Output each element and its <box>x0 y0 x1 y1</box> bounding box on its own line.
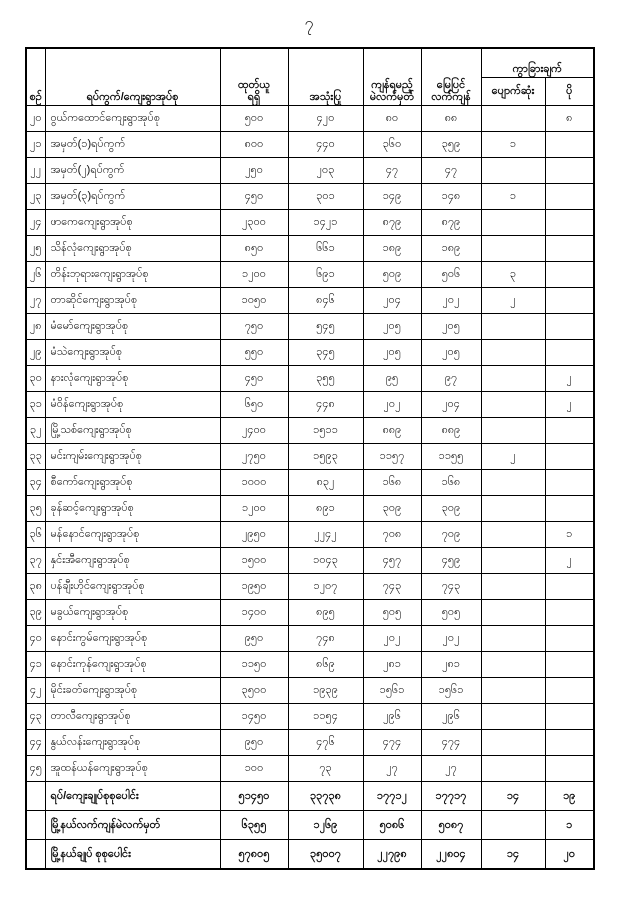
cell-lost <box>481 652 545 678</box>
cell-name: မံဝိန်ကျေးရွာအုပ်စု <box>45 392 220 418</box>
table-row <box>26 522 594 548</box>
cell-used: ၈၄၆ <box>288 288 363 314</box>
cell-actual: ၈၇၉ <box>421 210 481 236</box>
cell-extra <box>545 652 594 678</box>
cell-no: ၂၁ <box>26 132 45 158</box>
cell-issued: ၄၅၀ <box>220 366 288 392</box>
table-row <box>26 470 594 496</box>
cell-due: ၃၆၀ <box>363 132 421 158</box>
table-row <box>26 730 594 756</box>
total-label: မြို့နယ်လက်ကျန်မဲလက်မှတ် <box>45 811 220 840</box>
cell-lost: ၁ <box>481 184 545 210</box>
header-should-remain-line1: ကျန်ရမည့် <box>371 78 413 91</box>
table-row <box>26 132 594 158</box>
cell-lost <box>481 392 545 418</box>
cell-actual: ၁၄၈ <box>421 184 481 210</box>
cell-extra <box>545 132 594 158</box>
total-cell-actual: ၅၀၈၇ <box>421 811 481 840</box>
header-extra: ပို <box>545 78 594 106</box>
cell-used: ၈၉၅ <box>288 600 363 626</box>
cell-issued: ၁၅၀၀ <box>220 548 288 574</box>
ballot-accounting-table <box>25 47 595 870</box>
cell-name: မံသဲကျေးရွာအုပ်စု <box>45 340 220 366</box>
cell-issued: ၂၅၀ <box>220 158 288 184</box>
cell-extra <box>545 704 594 730</box>
total-cell-due: ၂၂၇၉၈ <box>363 840 421 870</box>
cell-lost <box>481 522 545 548</box>
cell-issued: ၁၀၅၀ <box>220 288 288 314</box>
cell-lost <box>481 704 545 730</box>
cell-no: ၃၇ <box>26 548 45 574</box>
cell-due: ၈၈၉ <box>363 418 421 444</box>
table-row <box>26 444 594 470</box>
cell-used: ၄၄၀ <box>288 132 363 158</box>
cell-extra <box>545 756 594 782</box>
cell-no: ၂၅ <box>26 236 45 262</box>
cell-actual: ၂၀၂ <box>421 626 481 652</box>
cell-name: မြို့သစ်ကျေးရွာအုပ်စု <box>45 418 220 444</box>
cell-used: ၇၃ <box>288 756 363 782</box>
cell-used: ၁၀၄၃ <box>288 548 363 574</box>
table-row <box>26 236 594 262</box>
cell-extra <box>545 288 594 314</box>
table-body <box>26 106 594 782</box>
cell-used: ၁၄၂၁ <box>288 210 363 236</box>
cell-lost <box>481 418 545 444</box>
cell-lost: ၁ <box>481 132 545 158</box>
cell-due: ၂၀၅ <box>363 314 421 340</box>
cell-lost <box>481 470 545 496</box>
cell-issued: ၁၂၀၀ <box>220 262 288 288</box>
cell-lost <box>481 678 545 704</box>
cell-actual: ၄၇၄ <box>421 730 481 756</box>
cell-issued: ၁၄၀၀ <box>220 600 288 626</box>
cell-extra <box>545 730 594 756</box>
cell-no: ၂၂ <box>26 158 45 184</box>
cell-no: ၄၀ <box>26 626 45 652</box>
cell-issued: ၁၀၀ <box>220 756 288 782</box>
table-row <box>26 704 594 730</box>
header-issued-line1: ထုတ်ယူ <box>237 78 271 91</box>
total-cell-due: ၅၀၈၆ <box>363 811 421 840</box>
cell-no: ၃၀ <box>26 366 45 392</box>
header-should-remain-line2: မဲလက်မှတ် <box>369 91 415 104</box>
cell-lost <box>481 158 545 184</box>
cell-no: ၂၃ <box>26 184 45 210</box>
cell-no: ၄၂ <box>26 678 45 704</box>
total-label: မြို့နယ်ချုပ် စုစုပေါင်း <box>45 840 220 870</box>
cell-used: ၄၂၀ <box>288 106 363 132</box>
cell-due: ၅၀၅ <box>363 600 421 626</box>
cell-actual: ၃၅၉ <box>421 132 481 158</box>
total-cell-issued: ၅၇၈၀၅ <box>220 840 288 870</box>
cell-actual: ၁၅၆၁ <box>421 678 481 704</box>
cell-name: ဝွယ်ကထောင်ကျေးရွာအုပ်စု <box>45 106 220 132</box>
cell-due: ၇၄၃ <box>363 574 421 600</box>
cell-used: ၁၁၅၄ <box>288 704 363 730</box>
cell-due: ၁၁၅၇ <box>363 444 421 470</box>
cell-due: ၂၉၆ <box>363 704 421 730</box>
cell-issued: ၆၅၀ <box>220 392 288 418</box>
cell-no: ၃၃ <box>26 444 45 470</box>
page-number: ၇ <box>304 15 314 32</box>
cell-lost: ၃ <box>481 262 545 288</box>
cell-used: ၄၄၈ <box>288 392 363 418</box>
cell-lost <box>481 574 545 600</box>
cell-issued: ၁၀၀၀ <box>220 470 288 496</box>
cell-due: ၄၅၇ <box>363 548 421 574</box>
cell-extra <box>545 678 594 704</box>
cell-name: အမှတ်(၃)ရပ်ကွက် <box>45 184 220 210</box>
total-cell-lost: ၁၄ <box>481 840 545 870</box>
cell-no: ၃၈ <box>26 574 45 600</box>
total-cell-lost: ၁၄ <box>481 782 545 811</box>
cell-no: ၃၁ <box>26 392 45 418</box>
cell-used: ၁၅၁၁ <box>288 418 363 444</box>
cell-name: နောင်းကွမ်ကျေးရွာအုပ်စု <box>45 626 220 652</box>
cell-used: ၁၉၃၉ <box>288 678 363 704</box>
cell-no: ၃၄ <box>26 470 45 496</box>
cell-name: မိုင်းခတ်ကျေးရွာအုပ်စု <box>45 678 220 704</box>
cell-extra <box>545 444 594 470</box>
table-row <box>26 600 594 626</box>
cell-no: ၄၁ <box>26 652 45 678</box>
cell-due: ၁၈၉ <box>363 236 421 262</box>
cell-extra <box>545 340 594 366</box>
cell-actual: ၂၀၅ <box>421 340 481 366</box>
table-row <box>26 548 594 574</box>
table-row <box>26 106 594 132</box>
cell-extra: ၂ <box>545 366 594 392</box>
cell-issued: ၁၁၅၀ <box>220 652 288 678</box>
cell-no: ၂၀ <box>26 106 45 132</box>
cell-lost <box>481 366 545 392</box>
cell-used: ၂၂၄၂ <box>288 522 363 548</box>
cell-used: ၁၂၀၇ <box>288 574 363 600</box>
total-label: ရပ်/ကျေးချုပ်စုစုပေါင်း <box>45 782 220 811</box>
cell-name: အမှတ်(၁)ရပ်ကွက် <box>45 132 220 158</box>
cell-due: ၅၀၉ <box>363 262 421 288</box>
cell-lost: ၂ <box>481 288 545 314</box>
total-cell-extra: ၂၀ <box>545 840 594 870</box>
cell-no: ၂၄ <box>26 210 45 236</box>
cell-name: အူထန်ယန်ကျေးရွာအုပ်စု <box>45 756 220 782</box>
cell-actual: ၃၀၉ <box>421 496 481 522</box>
cell-due: ၂၈၁ <box>363 652 421 678</box>
total-cell-extra: ၁၉ <box>545 782 594 811</box>
cell-serial-empty <box>26 782 45 811</box>
cell-due: ၄၇ <box>363 158 421 184</box>
cell-actual: ၂၀၂ <box>421 288 481 314</box>
table-row <box>26 652 594 678</box>
table-row <box>26 496 594 522</box>
cell-due: ၂၀၂ <box>363 626 421 652</box>
table-row <box>26 262 594 288</box>
cell-serial-empty <box>26 840 45 870</box>
cell-name: နှင်းအီကျေးရွာအုပ်စု <box>45 548 220 574</box>
cell-used: ၄၇၆ <box>288 730 363 756</box>
cell-no: ၃၉ <box>26 600 45 626</box>
total-cell-issued: ၅၁၄၅၀ <box>220 782 288 811</box>
cell-extra <box>545 236 594 262</box>
table-row <box>26 158 594 184</box>
total-cell-used: ၃၅၀၀၇ <box>288 840 363 870</box>
cell-issued: ၁၉၅၀ <box>220 574 288 600</box>
cell-name: တိန်းဘုရားကျေးရွာအုပ်စု <box>45 262 220 288</box>
cell-actual: ၇၄၃ <box>421 574 481 600</box>
cell-extra: ၂ <box>545 548 594 574</box>
table-row <box>26 678 594 704</box>
cell-serial-empty <box>26 811 45 840</box>
table-row <box>26 314 594 340</box>
cell-no: ၄၃ <box>26 704 45 730</box>
cell-name: ပန်ချီးဟိုင်ကျေးရွာအုပ်စု <box>45 574 220 600</box>
header-issued <box>220 48 288 106</box>
cell-lost <box>481 340 545 366</box>
cell-extra <box>545 210 594 236</box>
header-actual-remain-line1: မြေပြင် <box>436 78 466 91</box>
cell-actual: ၂၉၆ <box>421 704 481 730</box>
cell-actual: ၂၀၅ <box>421 314 481 340</box>
cell-lost <box>481 756 545 782</box>
table-row <box>26 418 594 444</box>
table-row <box>26 574 594 600</box>
cell-name: နားလုံကျေးရွာအုပ်စု <box>45 366 220 392</box>
cell-issued: ၉၅၀ <box>220 730 288 756</box>
cell-name: တာဆိုင်ကျေးရွာအုပ်စု <box>45 288 220 314</box>
total-row <box>26 840 594 870</box>
cell-no: ၃၂ <box>26 418 45 444</box>
cell-issued: ၂၃၀၀ <box>220 210 288 236</box>
cell-due: ၉၅ <box>363 366 421 392</box>
cell-extra <box>545 574 594 600</box>
cell-no: ၃၅ <box>26 496 45 522</box>
total-cell-due: ၁၇၇၁၂ <box>363 782 421 811</box>
cell-used: ၇၄၈ <box>288 626 363 652</box>
cell-issued: ၉၅၀ <box>220 626 288 652</box>
header-lost: ပျောက်ဆုံး <box>481 78 545 106</box>
header-ward-village: ရပ်ကွက်/ကျေးရွာအုပ်စု <box>45 48 220 106</box>
cell-lost <box>481 314 545 340</box>
cell-name: နွယ်လန်းကျေးရွာအုပ်စု <box>45 730 220 756</box>
cell-name: ဖာကေကျေးရွာအုပ်စု <box>45 210 220 236</box>
cell-due: ၂၀၅ <box>363 340 421 366</box>
table-row <box>26 288 594 314</box>
cell-lost: ၂ <box>481 444 545 470</box>
cell-due: ၁၆၈ <box>363 470 421 496</box>
cell-due: ၁၅၆၁ <box>363 678 421 704</box>
cell-name: တာလီကျေးရွာအုပ်စု <box>45 704 220 730</box>
header-used: အသုံးပြု <box>288 48 363 106</box>
cell-used: ၁၅၉၃ <box>288 444 363 470</box>
cell-actual: ၁၁၅၅ <box>421 444 481 470</box>
cell-actual: ၈၈၉ <box>421 418 481 444</box>
table-row <box>26 626 594 652</box>
cell-extra <box>545 158 594 184</box>
table-row <box>26 340 594 366</box>
cell-issued: ၂၄၀၀ <box>220 418 288 444</box>
cell-used: ၂၀၃ <box>288 158 363 184</box>
cell-issued: ၅၀၀ <box>220 106 288 132</box>
cell-due: ၈၇၉ <box>363 210 421 236</box>
cell-no: ၃၆ <box>26 522 45 548</box>
cell-name: သိန်လုံကျေးရွာအုပ်စု <box>45 236 220 262</box>
cell-lost <box>481 548 545 574</box>
cell-used: ၃၅၅ <box>288 366 363 392</box>
cell-lost <box>481 496 545 522</box>
cell-lost <box>481 730 545 756</box>
total-cell-used: ၁၂၆၉ <box>288 811 363 840</box>
cell-actual: ၂၀၄ <box>421 392 481 418</box>
table-row <box>26 392 594 418</box>
header-actual-remain <box>421 48 481 106</box>
cell-used: ၅၄၅ <box>288 314 363 340</box>
cell-actual: ၁၆၈ <box>421 470 481 496</box>
header-should-remain <box>363 48 421 106</box>
table-header <box>26 48 594 106</box>
cell-lost <box>481 600 545 626</box>
total-row <box>26 782 594 811</box>
cell-extra: ၁ <box>545 522 594 548</box>
cell-extra <box>545 314 594 340</box>
cell-name: မင်းကျမ်းကျေးရွာအုပ်စု <box>45 444 220 470</box>
cell-used: ၃၀၁ <box>288 184 363 210</box>
cell-no: ၂၈ <box>26 314 45 340</box>
table-row <box>26 184 594 210</box>
cell-no: ၄၅ <box>26 756 45 782</box>
cell-actual: ၅၀၆ <box>421 262 481 288</box>
cell-used: ၈၃၂ <box>288 470 363 496</box>
cell-issued: ၁၂၀၀ <box>220 496 288 522</box>
cell-actual: ၇၀၉ <box>421 522 481 548</box>
cell-due: ၁၄၉ <box>363 184 421 210</box>
cell-extra <box>545 184 594 210</box>
cell-due: ၈၀ <box>363 106 421 132</box>
cell-issued: ၈၀၀ <box>220 132 288 158</box>
cell-due: ၂၀၄ <box>363 288 421 314</box>
total-cell-used: ၃၃၇၃၈ <box>288 782 363 811</box>
cell-no: ၂၆ <box>26 262 45 288</box>
table-totals <box>26 782 594 870</box>
cell-issued: ၇၅၀ <box>220 314 288 340</box>
cell-lost <box>481 106 545 132</box>
total-cell-extra: ၁ <box>545 811 594 840</box>
header-serial: စဉ် <box>26 48 45 106</box>
cell-used: ၆၉၁ <box>288 262 363 288</box>
cell-actual: ၈၈ <box>421 106 481 132</box>
cell-name: မံမော်ကျေးရွာအုပ်စု <box>45 314 220 340</box>
total-cell-lost <box>481 811 545 840</box>
total-cell-actual: ၂၂၈၀၄ <box>421 840 481 870</box>
cell-name: မန်နောင်ကျေးရွာအုပ်စု <box>45 522 220 548</box>
cell-issued: ၂၉၅၀ <box>220 522 288 548</box>
cell-actual: ၄၇ <box>421 158 481 184</box>
cell-due: ၇၀၈ <box>363 522 421 548</box>
cell-name: စီကော်ကျေးရွာအုပ်စု <box>45 470 220 496</box>
cell-issued: ၈၅၀ <box>220 236 288 262</box>
cell-used: ၃၄၅ <box>288 340 363 366</box>
cell-issued: ၂၇၅၀ <box>220 444 288 470</box>
cell-extra <box>545 626 594 652</box>
cell-due: ၃၀၉ <box>363 496 421 522</box>
header-actual-remain-line2: လက်ကျန် <box>431 91 471 104</box>
cell-extra <box>545 470 594 496</box>
cell-extra <box>545 496 594 522</box>
table-row <box>26 366 594 392</box>
cell-lost <box>481 236 545 262</box>
cell-issued: ၅၅၀ <box>220 340 288 366</box>
cell-extra <box>545 600 594 626</box>
cell-no: ၄၄ <box>26 730 45 756</box>
cell-name: မခွယ်ကျေးရွာအုပ်စု <box>45 600 220 626</box>
cell-name: ခုန်ဆင့်ကျေးရွာအုပ်စု <box>45 496 220 522</box>
cell-actual: ၉၇ <box>421 366 481 392</box>
cell-no: ၂၇ <box>26 288 45 314</box>
cell-name: အမှတ်(၂)ရပ်ကွက် <box>45 158 220 184</box>
cell-extra <box>545 418 594 444</box>
cell-actual: ၅၀၅ <box>421 600 481 626</box>
cell-used: ၈၆၉ <box>288 652 363 678</box>
total-cell-issued: ၆၃၅၅ <box>220 811 288 840</box>
cell-extra <box>545 262 594 288</box>
table-row <box>26 210 594 236</box>
cell-actual: ၄၅၉ <box>421 548 481 574</box>
cell-extra: ၂ <box>545 392 594 418</box>
total-cell-actual: ၁၇၇၁၇ <box>421 782 481 811</box>
cell-due: ၂၀၂ <box>363 392 421 418</box>
total-row <box>26 811 594 840</box>
cell-actual: ၁၈၉ <box>421 236 481 262</box>
cell-due: ၂၇ <box>363 756 421 782</box>
cell-actual: ၂၈၁ <box>421 652 481 678</box>
cell-extra: ၈ <box>545 106 594 132</box>
header-issued-line2: ရရှိ <box>247 91 261 104</box>
cell-used: ၆၆၁ <box>288 236 363 262</box>
cell-no: ၂၉ <box>26 340 45 366</box>
cell-due: ၄၇၄ <box>363 730 421 756</box>
cell-lost <box>481 210 545 236</box>
cell-actual: ၂၇ <box>421 756 481 782</box>
header-difference-group: ကွာခြားချက် <box>481 48 594 78</box>
cell-issued: ၄၅၀ <box>220 184 288 210</box>
cell-used: ၈၉၁ <box>288 496 363 522</box>
cell-lost <box>481 626 545 652</box>
table-row <box>26 756 594 782</box>
cell-name: နောင်းကုန်ကျေးရွာအုပ်စု <box>45 652 220 678</box>
cell-issued: ၃၅၀၀ <box>220 678 288 704</box>
cell-issued: ၁၄၅၀ <box>220 704 288 730</box>
